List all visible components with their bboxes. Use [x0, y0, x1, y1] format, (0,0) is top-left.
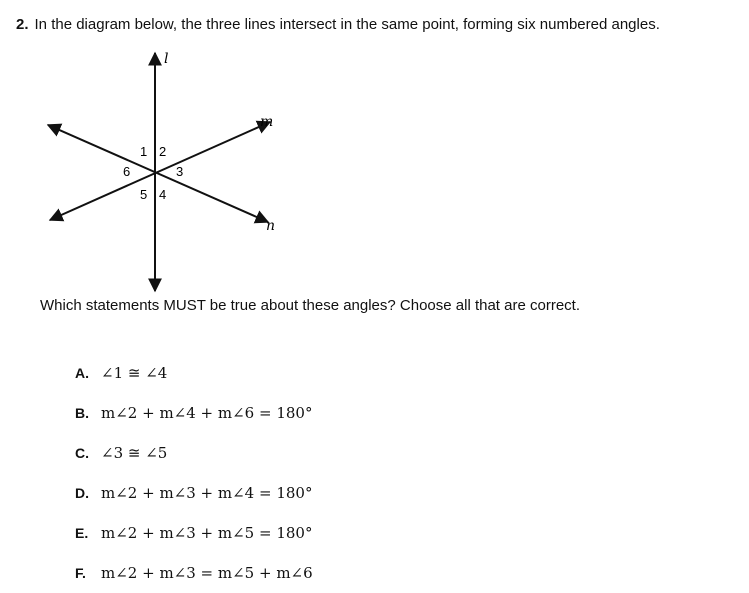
- choice-f[interactable]: [75, 553, 675, 593]
- choice-letter: D.: [75, 485, 89, 501]
- choice-c[interactable]: [75, 433, 675, 473]
- angle-label-1: 1: [140, 144, 148, 159]
- choice-letter: B.: [75, 405, 89, 421]
- angle-label-5: 5: [140, 187, 148, 202]
- choice-a[interactable]: [75, 353, 675, 393]
- choice-letter: E.: [75, 525, 89, 541]
- choice-text: m∠2 + m∠4 + m∠6 = 180°: [101, 404, 313, 422]
- angle-label-4: 4: [159, 187, 167, 202]
- angle-label-3: 3: [176, 164, 184, 179]
- line-m: [50, 122, 270, 220]
- question-prompt: Which statements MUST be true about these angles? Choose all that are correct.: [40, 297, 580, 314]
- choice-text: ∠1 ≅ ∠4: [101, 364, 168, 382]
- angle-diagram: [40, 48, 300, 298]
- choice-letter: A.: [75, 365, 89, 381]
- choice-text: m∠2 + m∠3 = m∠5 + m∠6: [101, 564, 313, 582]
- angle-label-2: 2: [159, 144, 167, 159]
- line-label-l: l: [164, 51, 169, 67]
- choice-letter: C.: [75, 445, 89, 461]
- question-header: [16, 16, 660, 33]
- choice-text: m∠2 + m∠3 + m∠5 = 180°: [101, 524, 313, 542]
- choice-text: ∠3 ≅ ∠5: [101, 444, 168, 462]
- choice-b[interactable]: [75, 393, 675, 433]
- choice-letter: F.: [75, 565, 86, 581]
- question-text: In the diagram below, the three lines intersect in the same point, forming six numbered angles.: [34, 16, 660, 33]
- choice-text: m∠2 + m∠3 + m∠4 = 180°: [101, 484, 313, 502]
- question-number: 2.: [16, 16, 29, 33]
- choice-d[interactable]: [75, 473, 675, 513]
- line-label-n: n: [266, 218, 276, 234]
- line-n: [48, 125, 268, 222]
- choice-e[interactable]: [75, 513, 675, 553]
- line-label-m: m: [260, 114, 274, 130]
- angle-label-6: 6: [123, 164, 131, 179]
- answer-choices: [75, 353, 675, 593]
